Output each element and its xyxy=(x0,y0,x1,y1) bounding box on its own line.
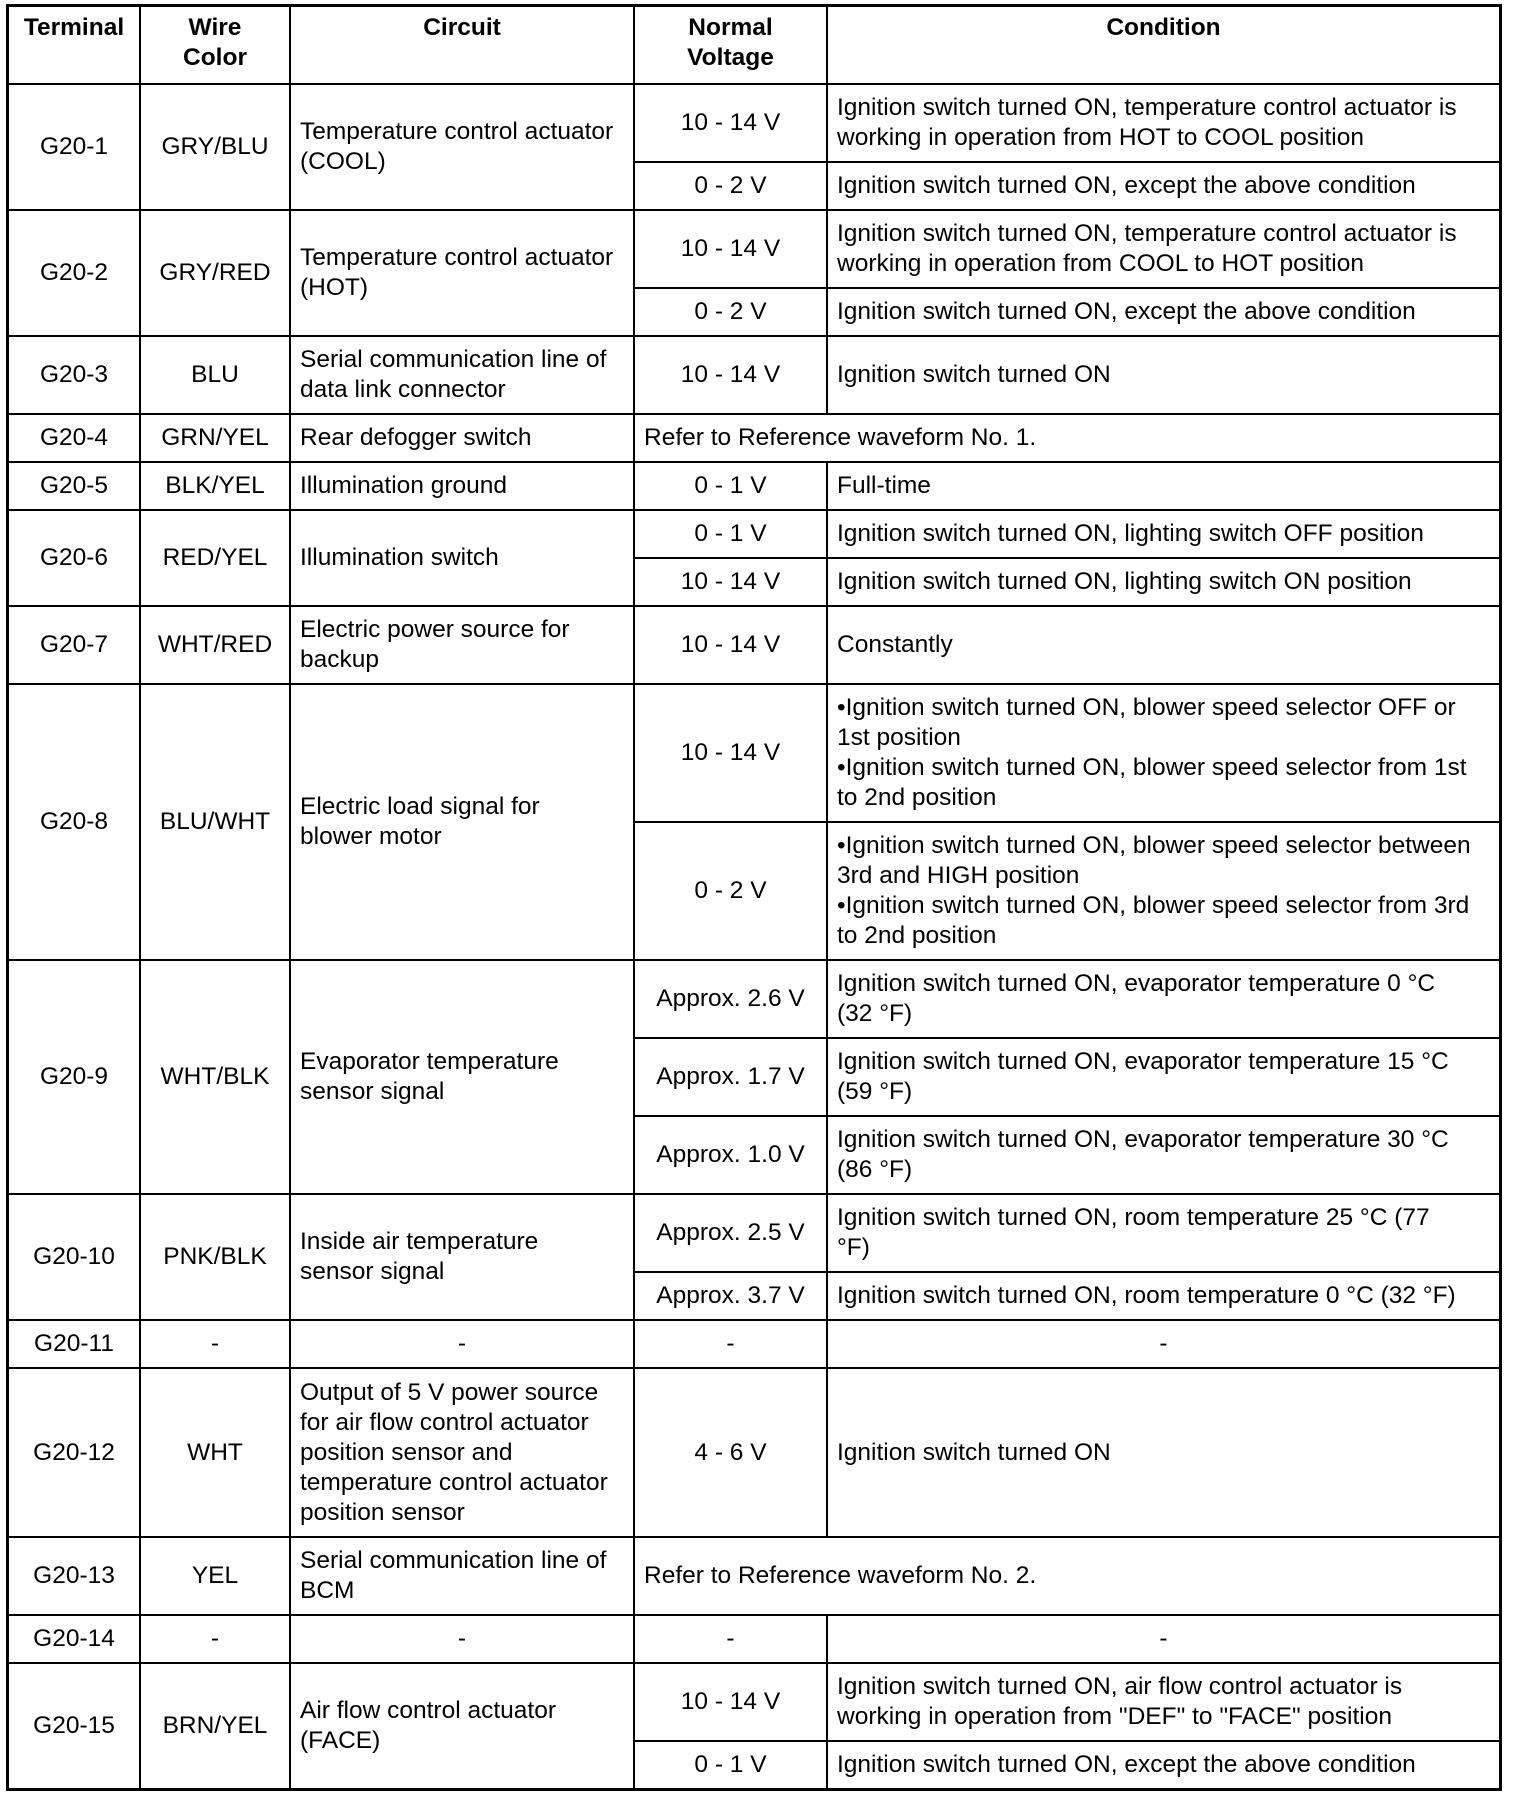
wire-color-cell: BLK/YEL xyxy=(141,463,289,509)
voltage-cell: Approx. 2.5 V xyxy=(635,1195,826,1271)
terminal-cell: G20-12 xyxy=(9,1369,139,1536)
circuit-cell: - xyxy=(291,1321,633,1367)
wire-color-cell: BLU/WHT xyxy=(141,685,289,959)
wire-color-cell: PNK/BLK xyxy=(141,1195,289,1319)
circuit-cell: Output of 5 V power source for air flow control actuator position sensor and temperature control actuator position sensor xyxy=(291,1369,633,1536)
wire-color-cell: - xyxy=(141,1616,289,1662)
condition-cell: Ignition switch turned ON xyxy=(828,1369,1499,1536)
voltage-cell: - xyxy=(635,1616,826,1662)
circuit-cell: Electric power source for backup xyxy=(291,607,633,683)
voltage-cell: Approx. 1.7 V xyxy=(635,1039,826,1115)
wire-color-cell: WHT/BLK xyxy=(141,961,289,1193)
voltage-cell: 10 - 14 V xyxy=(635,685,826,821)
terminal-cell: G20-13 xyxy=(9,1538,139,1614)
terminal-cell: G20-14 xyxy=(9,1616,139,1662)
condition-cell: Ignition switch turned ON, air flow control actuator is working in operation from "DEF" to "FACE" position xyxy=(828,1664,1499,1740)
voltage-cell: Approx. 1.0 V xyxy=(635,1117,826,1193)
condition-cell: Ignition switch turned ON, temperature control actuator is working in operation from HOT to COOL position xyxy=(828,85,1499,161)
terminal-cell: G20-4 xyxy=(9,415,139,461)
condition-cell: Full-time xyxy=(828,463,1499,509)
circuit-cell: Illumination ground xyxy=(291,463,633,509)
circuit-cell: Air flow control actuator (FACE) xyxy=(291,1664,633,1788)
voltage-cell: 10 - 14 V xyxy=(635,337,826,413)
circuit-cell: Rear defogger switch xyxy=(291,415,633,461)
header-condition: Condition xyxy=(828,7,1499,83)
circuit-cell: Inside air temperature sensor signal xyxy=(291,1195,633,1319)
condition-cell: Ignition switch turned ON xyxy=(828,337,1499,413)
voltage-cell: Approx. 2.6 V xyxy=(635,961,826,1037)
voltage-cell: 10 - 14 V xyxy=(635,607,826,683)
voltage-cell: 0 - 1 V xyxy=(635,463,826,509)
terminal-voltage-table xyxy=(6,4,1502,1791)
header-wire-color: Wire Color xyxy=(141,7,289,83)
voltage-cell: 10 - 14 V xyxy=(635,559,826,605)
wire-color-cell: RED/YEL xyxy=(141,511,289,605)
voltage-cell: Approx. 3.7 V xyxy=(635,1273,826,1319)
header-normal-voltage: Normal Voltage xyxy=(635,7,826,83)
terminal-cell: G20-5 xyxy=(9,463,139,509)
voltage-cell: 0 - 1 V xyxy=(635,511,826,557)
wire-color-cell: - xyxy=(141,1321,289,1367)
circuit-cell: Illumination switch xyxy=(291,511,633,605)
voltage-cell: 10 - 14 V xyxy=(635,211,826,287)
header-circuit: Circuit xyxy=(291,7,633,83)
terminal-cell: G20-7 xyxy=(9,607,139,683)
condition-cell: Ignition switch turned ON, room temperature 25 °C (77 °F) xyxy=(828,1195,1499,1271)
condition-cell: Ignition switch turned ON, room temperature 0 °C (32 °F) xyxy=(828,1273,1499,1319)
wire-color-cell: GRY/RED xyxy=(141,211,289,335)
terminal-cell: G20-6 xyxy=(9,511,139,605)
condition-cell: Constantly xyxy=(828,607,1499,683)
voltage-cell: 0 - 2 V xyxy=(635,823,826,959)
condition-cell: - xyxy=(828,1616,1499,1662)
terminal-cell: G20-9 xyxy=(9,961,139,1193)
reference-note-cell: Refer to Reference waveform No. 1. xyxy=(635,415,1499,461)
wire-color-cell: GRY/BLU xyxy=(141,85,289,209)
condition-cell: Ignition switch turned ON, except the above condition xyxy=(828,289,1499,335)
circuit-cell: Electric load signal for blower motor xyxy=(291,685,633,959)
condition-cell: Ignition switch turned ON, except the above condition xyxy=(828,1742,1499,1788)
condition-cell: •Ignition switch turned ON, blower speed selector between 3rd and HIGH position •Ignition switch turned ON, blower speed selector from 3rd to 2nd position xyxy=(828,823,1499,959)
header-terminal: Terminal xyxy=(9,7,139,83)
condition-cell: Ignition switch turned ON, lighting switch ON position xyxy=(828,559,1499,605)
condition-cell: Ignition switch turned ON, except the above condition xyxy=(828,163,1499,209)
condition-cell: Ignition switch turned ON, evaporator temperature 0 °C (32 °F) xyxy=(828,961,1499,1037)
voltage-cell: 0 - 2 V xyxy=(635,163,826,209)
circuit-cell: Serial communication line of data link connector xyxy=(291,337,633,413)
condition-cell: - xyxy=(828,1321,1499,1367)
reference-note-cell: Refer to Reference waveform No. 2. xyxy=(635,1538,1499,1614)
wire-color-cell: WHT xyxy=(141,1369,289,1536)
terminal-cell: G20-10 xyxy=(9,1195,139,1319)
condition-cell: •Ignition switch turned ON, blower speed selector OFF or 1st position •Ignition switch turned ON, blower speed selector from 1st to 2nd position xyxy=(828,685,1499,821)
circuit-cell: Serial communication line of BCM xyxy=(291,1538,633,1614)
wire-color-cell: GRN/YEL xyxy=(141,415,289,461)
condition-cell: Ignition switch turned ON, evaporator temperature 15 °C (59 °F) xyxy=(828,1039,1499,1115)
voltage-cell: - xyxy=(635,1321,826,1367)
circuit-cell: Temperature control actuator (HOT) xyxy=(291,211,633,335)
voltage-cell: 0 - 2 V xyxy=(635,289,826,335)
circuit-cell: - xyxy=(291,1616,633,1662)
voltage-cell: 10 - 14 V xyxy=(635,85,826,161)
terminal-cell: G20-15 xyxy=(9,1664,139,1788)
wire-color-cell: BRN/YEL xyxy=(141,1664,289,1788)
terminal-cell: G20-11 xyxy=(9,1321,139,1367)
circuit-cell: Evaporator temperature sensor signal xyxy=(291,961,633,1193)
voltage-cell: 0 - 1 V xyxy=(635,1742,826,1788)
voltage-cell: 4 - 6 V xyxy=(635,1369,826,1536)
terminal-cell: G20-1 xyxy=(9,85,139,209)
terminal-cell: G20-2 xyxy=(9,211,139,335)
circuit-cell: Temperature control actuator (COOL) xyxy=(291,85,633,209)
voltage-cell: 10 - 14 V xyxy=(635,1664,826,1740)
wire-color-cell: YEL xyxy=(141,1538,289,1614)
condition-cell: Ignition switch turned ON, lighting switch OFF position xyxy=(828,511,1499,557)
wire-color-cell: WHT/RED xyxy=(141,607,289,683)
terminal-cell: G20-3 xyxy=(9,337,139,413)
condition-cell: Ignition switch turned ON, evaporator temperature 30 °C (86 °F) xyxy=(828,1117,1499,1193)
wire-color-cell: BLU xyxy=(141,337,289,413)
terminal-cell: G20-8 xyxy=(9,685,139,959)
condition-cell: Ignition switch turned ON, temperature control actuator is working in operation from COOL to HOT position xyxy=(828,211,1499,287)
